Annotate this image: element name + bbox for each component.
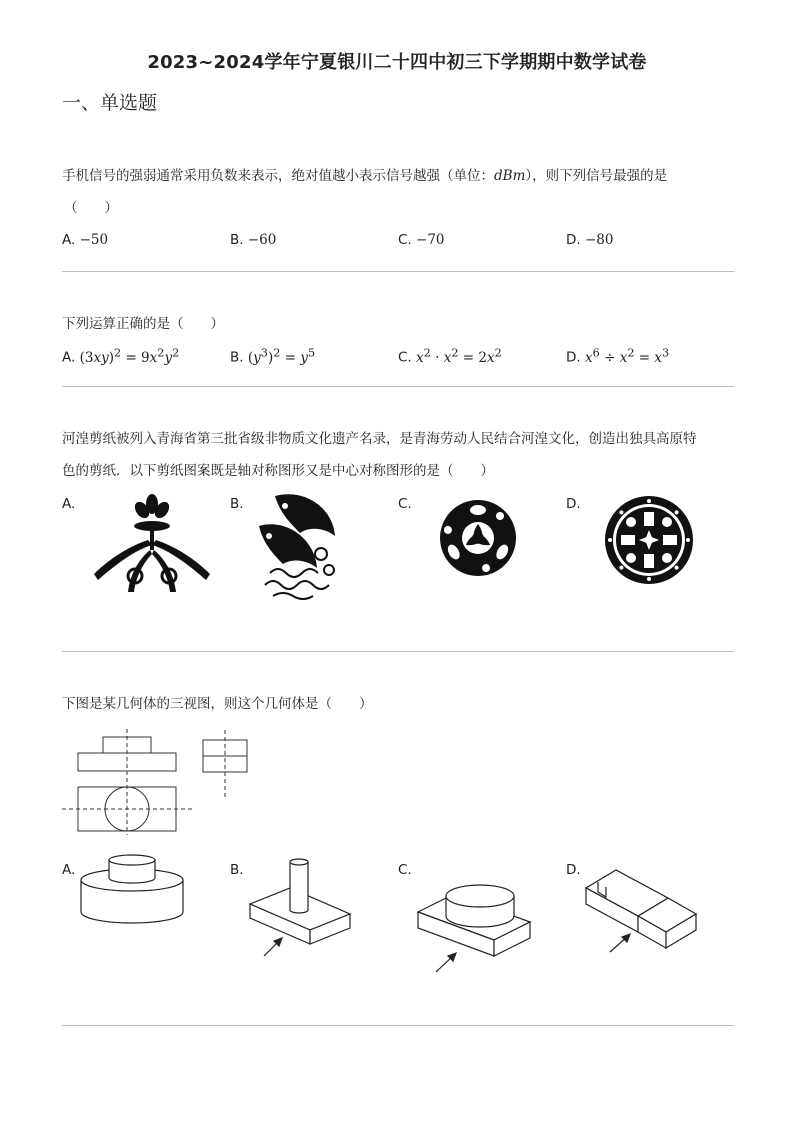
q2-option-d[interactable]: D. $x^6 \div x^2 = x^3$ [566,346,670,366]
q1-option-c[interactable]: C. −70 [398,232,445,248]
divider [62,651,734,652]
question-4-stem: 下图是某几何体的三视图，则这个几何体是（ ） [62,696,373,712]
question-3-stem-line1: 河湟剪纸被列入青海省第三批省级非物质文化遗产名录，是青海劳动人民结合河湟文化，创造出独具高原特 [62,431,697,447]
q3-option-c[interactable]: C. [398,496,412,512]
papercut-rosette-image [603,494,695,586]
divider [62,1025,734,1026]
three-view-drawing [60,725,260,845]
q4-option-b[interactable]: B. [230,862,244,878]
q1-paren: （ ） [64,200,118,216]
section-heading: 一、单选题 [62,92,158,114]
question-3-stem-line2: 色的剪纸．以下剪纸图案既是轴对称图形又是中心对称图形的是（ ） [62,463,494,479]
q1-stem-a: 手机信号的强弱通常采用负数来表示，绝对值越小表示信号越强（单位： [62,168,494,184]
q4-option-c[interactable]: C. [398,862,412,878]
q3-option-a[interactable]: A. [62,496,76,512]
q2-option-c[interactable]: C. $x^2 \cdot x^2 = 2x^2$ [398,346,502,366]
question-2-stem: 下列运算正确的是（ ） [62,316,224,332]
solid-prism-tall-cylinder-image [248,852,358,962]
q2-option-b[interactable]: B. $(y^3)^2 = y^5$ [230,346,316,366]
papercut-lotus-fish-image [90,490,215,600]
q1-option-d[interactable]: D. −80 [566,232,614,248]
q4-option-a[interactable]: A. [62,862,76,878]
solid-stacked-cylinders-image [78,852,188,932]
q2-option-a[interactable]: A. $(3xy)^2 = 9x^2y^2$ [62,346,180,366]
q1-option-b[interactable]: B. −60 [230,232,277,248]
q3-option-b[interactable]: B. [230,496,244,512]
q1-option-a[interactable]: A. −50 [62,232,109,248]
page-title: 2023~2024学年宁夏银川二十四中初三下学期期中数学试卷 [147,52,647,73]
q1-stem-b: ），则下列信号最强的是 [525,168,668,184]
papercut-triskelion-image [432,492,524,584]
divider [62,271,734,272]
papercut-carp-image [255,488,340,603]
q4-option-d[interactable]: D. [566,862,581,878]
solid-stepped-block-image [584,852,700,954]
question-1-stem [62,160,742,192]
q3-option-d[interactable]: D. [566,496,581,512]
solid-prism-wide-cylinder-image [416,878,534,978]
divider [62,386,734,387]
q1-unit: dBm [494,168,526,184]
